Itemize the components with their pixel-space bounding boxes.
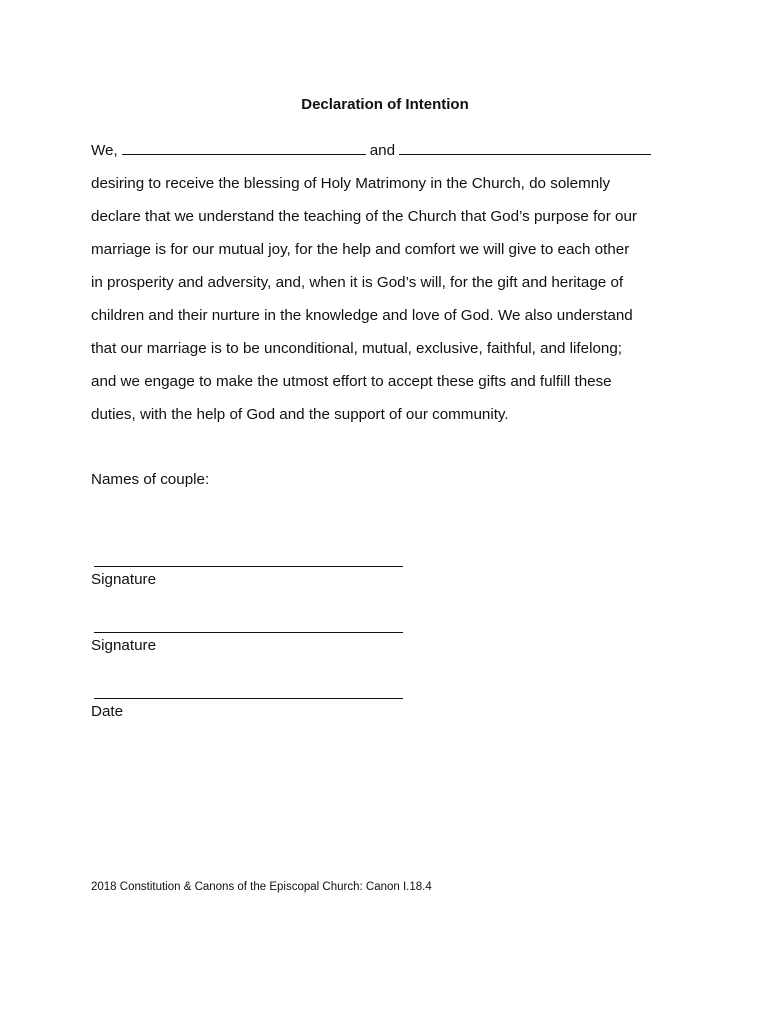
signature-field-1	[91, 566, 411, 590]
declaration-body	[91, 134, 691, 431]
names-of-couple-label: Names of couple:	[91, 471, 210, 488]
signature-line-2[interactable]	[94, 632, 403, 633]
second-name-blank[interactable]	[399, 140, 651, 155]
and-label: and	[369, 142, 396, 159]
declaration-line: in prosperity and adversity, and, when it is God’s will, for the gift and heritage of	[91, 274, 624, 291]
declaration-line: declare that we understand the teaching of the Church that God’s purpose for our	[91, 208, 637, 225]
declaration-line: that our marriage is to be unconditional, mutual, exclusive, faithful, and lifelong;	[91, 340, 623, 357]
declaration-line: desiring to receive the blessing of Holy Matrimony in the Church, do solemnly	[91, 175, 611, 192]
signature-label-1: Signature	[91, 571, 157, 588]
declaration-line: duties, with the help of God and the support of our community.	[91, 406, 509, 423]
declaration-line: marriage is for our mutual joy, for the help and comfort we will give to each other	[91, 241, 630, 258]
signature-line-1[interactable]	[94, 566, 403, 567]
names-line	[91, 134, 691, 167]
signature-field-2	[91, 632, 411, 656]
declaration-line: and we engage to make the utmost effort to accept these gifts and fulfill these	[91, 373, 612, 390]
date-line[interactable]	[94, 698, 403, 699]
we-label: We,	[91, 142, 118, 159]
date-label: Date	[91, 703, 124, 720]
canon-citation-footer: 2018 Constitution & Canons of the Episcopal Church: Canon I.18.4	[91, 881, 432, 893]
date-field	[91, 698, 411, 722]
first-name-blank[interactable]	[122, 140, 366, 155]
signature-label-2: Signature	[91, 637, 157, 654]
declaration-line: children and their nurture in the knowledge and love of God. We also understand	[91, 307, 633, 324]
document-title: Declaration of Intention	[301, 96, 469, 113]
